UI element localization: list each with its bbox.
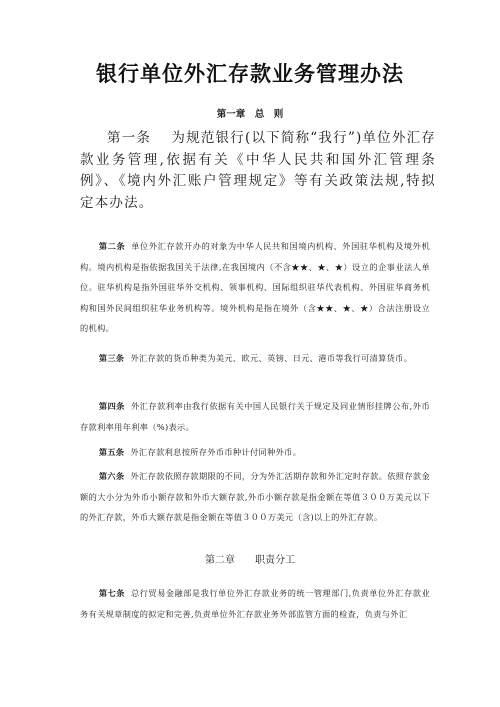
article-paragraph: [80, 466, 430, 528]
article-number: 第二条: [98, 241, 126, 251]
article-paragraph: [80, 128, 436, 214]
article-paragraph: [80, 583, 430, 624]
article-number: 第七条: [98, 588, 125, 598]
article-paragraph: [80, 348, 430, 369]
article-number: 第四条: [98, 401, 125, 411]
chapter-heading: 第一章 总 则: [216, 109, 284, 120]
article-text: 为规范银行(以下简称“我行”)单位外汇存款业务管理,依据有关《中华人民共和国外汇管理条例》、《境内外汇账户管理规定》等有关政策法规,特拟定本办法。: [80, 130, 436, 211]
article-number: 第五条: [98, 447, 125, 457]
article-paragraph: [80, 442, 430, 463]
article-number: 第六条: [98, 471, 125, 481]
article-paragraph: [80, 236, 430, 339]
article-text: 外汇存款依照存款期限的不同，分为外汇活期存款和外汇定时存款。依照存款金额的大小分为外币小额存款和外币大额存款,外币小额存款是指金额在等值３００万美元以下的外汇存款，外币大额存款是指金额在等值３００万美元（含)以上的外汇存款。: [80, 471, 430, 522]
document-title: 银行单位外汇存款业务管理办法: [96, 61, 404, 86]
chapter-heading: 第二章 职责分工: [205, 555, 295, 566]
article-text: 总行贸易金融部是我行单位外汇存款业务的统一管理部门,负责单位外汇存款业务有关规章制度的拟定和完善,负责单位外汇存款业务外部监管方面的检查，负责与外汇: [80, 588, 430, 619]
article-number: 第三条: [98, 353, 125, 363]
article-paragraph: [80, 396, 430, 437]
article-text: 外汇存款利率由我行依据有关中国人民银行关于规定及同业情形挂牌公布,外币存款利率用年利率（%)表示。: [80, 401, 430, 432]
article-text: 单位外汇存款开办的对象为中华人民共和国境内机构、外国驻华机构及境外机构。境内机构是指依据我国关于法律,在我国境内（不含★★、★、★）设立的企事业法人单位。驻华机构是指外国驻华外交机构、领事机构、国际组织驻华代表机构、外国驻华商务机构和国外民间组织驻华业务机构等。境外机构是指在境外（含★★、★、★）合法注册设立的机构。: [80, 241, 430, 333]
article-text: 外汇存款的货币种类为美元、欧元、英镑、日元、港币等我行可清算货币。: [130, 353, 413, 363]
article-number: 第一条: [107, 130, 152, 146]
article-text: 外汇存款利息按所存外币币种计付同种外币。: [130, 447, 302, 457]
